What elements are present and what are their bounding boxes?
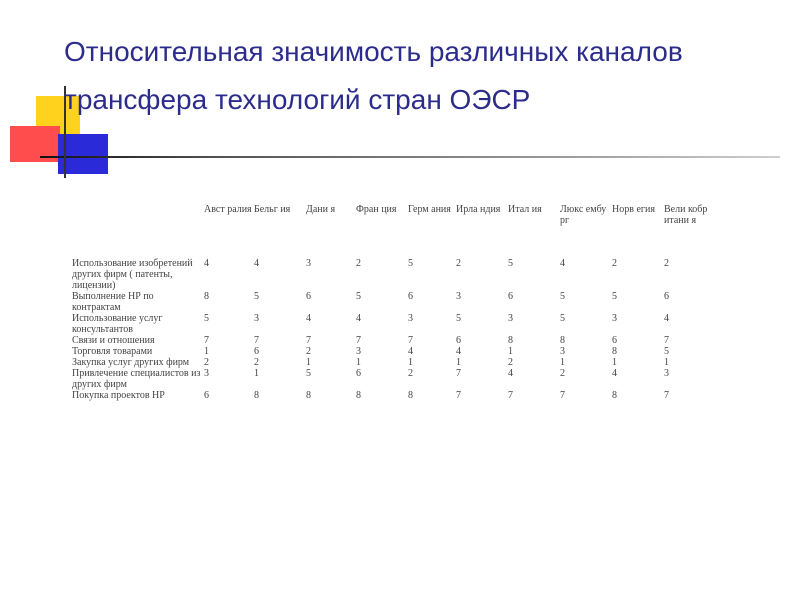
table-cell: 6	[508, 291, 513, 302]
table-cell: 5	[560, 313, 565, 324]
table-cell: 1	[408, 357, 413, 368]
table-cell: 1	[356, 357, 361, 368]
table-header	[72, 204, 714, 258]
row-label: Использование изобретений других фирм ( патенты, лицензии)	[72, 258, 193, 291]
table-row	[72, 335, 714, 346]
table-cell: 8	[408, 390, 413, 401]
table-cell: 7	[456, 390, 461, 401]
table-cell: 6	[356, 368, 361, 379]
row-label: Торговля товарами	[72, 346, 153, 357]
table-cell: 6	[408, 291, 413, 302]
header-corner	[72, 204, 204, 258]
table-cell: 7	[408, 335, 413, 346]
column-header: Вели кобр итани я	[664, 204, 708, 226]
table-cell: 6	[664, 291, 669, 302]
table-cell: 7	[306, 335, 311, 346]
table-cell: 3	[408, 313, 413, 324]
table-cell: 3	[356, 346, 361, 357]
table-cell: 1	[456, 357, 461, 368]
table-cell: 3	[560, 346, 565, 357]
table-cell: 7	[508, 390, 513, 401]
table-cell: 4	[508, 368, 513, 379]
table-cell: 4	[456, 346, 461, 357]
table-cell: 3	[204, 368, 209, 379]
table-cell: 5	[664, 346, 669, 357]
table-cell: 6	[456, 335, 461, 346]
table-cell: 7	[356, 335, 361, 346]
table-row	[72, 368, 714, 390]
table-cell: 5	[306, 368, 311, 379]
table-cell: 3	[508, 313, 513, 324]
table-cell: 6	[204, 390, 209, 401]
table-cell: 2	[408, 368, 413, 379]
table-row	[72, 313, 714, 335]
table-cell: 7	[254, 335, 259, 346]
table-body	[72, 258, 714, 401]
table-cell: 1	[612, 357, 617, 368]
table-cell: 8	[254, 390, 259, 401]
table-cell: 4	[612, 368, 617, 379]
row-label: Привлечение специалистов из других фирм	[72, 368, 201, 390]
table-cell: 2	[508, 357, 513, 368]
row-label: Закупка услуг других фирм	[72, 357, 190, 368]
table-cell: 7	[664, 390, 669, 401]
table-cell: 8	[306, 390, 311, 401]
table-row	[72, 390, 714, 401]
column-header: Ирла ндия	[456, 204, 501, 215]
table-cell: 2	[306, 346, 311, 357]
table-cell: 7	[664, 335, 669, 346]
column-header: Норв егия	[612, 204, 655, 215]
table-cell: 1	[560, 357, 565, 368]
table-cell: 8	[560, 335, 565, 346]
table-cell: 3	[306, 258, 311, 269]
column-header: Дани я	[306, 204, 336, 215]
table-cell: 2	[612, 258, 617, 269]
table-cell: 4	[408, 346, 413, 357]
table-cell: 2	[560, 368, 565, 379]
column-header: Авст ралия	[204, 204, 252, 215]
table-cell: 4	[356, 313, 361, 324]
table-cell: 2	[664, 258, 669, 269]
table-cell: 5	[356, 291, 361, 302]
table-cell: 5	[408, 258, 413, 269]
table-cell: 7	[204, 335, 209, 346]
table-cell: 5	[254, 291, 259, 302]
table-cell: 4	[664, 313, 669, 324]
column-header: Герм ания	[408, 204, 451, 215]
table-cell: 4	[204, 258, 209, 269]
table-cell: 6	[306, 291, 311, 302]
page-title	[64, 28, 784, 124]
row-label: Использование услуг консультантов	[72, 313, 163, 335]
table-cell: 7	[560, 390, 565, 401]
data-table	[72, 204, 714, 401]
table-cell: 5	[456, 313, 461, 324]
table-cell: 6	[254, 346, 259, 357]
column-header: Бельг ия	[254, 204, 291, 215]
table-cell: 1	[508, 346, 513, 357]
table-cell: 8	[612, 346, 617, 357]
column-header: Люкс ембу рг	[560, 204, 607, 226]
table-cell: 4	[306, 313, 311, 324]
table-cell: 2	[254, 357, 259, 368]
table-cell: 5	[612, 291, 617, 302]
title-line-1: Относительная значимость различных каналов	[64, 36, 683, 67]
row-label: Покупка проектов НР	[72, 390, 165, 401]
table-cell: 6	[612, 335, 617, 346]
row-label: Выполнение НР по контрактам	[72, 291, 154, 313]
title-line-2: трансфера технологий стран ОЭСР	[64, 84, 531, 115]
table-cell: 2	[204, 357, 209, 368]
table-cell: 8	[508, 335, 513, 346]
table-cell: 1	[254, 368, 259, 379]
table-cell: 1	[306, 357, 311, 368]
table-row	[72, 291, 714, 313]
table-cell: 5	[204, 313, 209, 324]
table-cell: 4	[254, 258, 259, 269]
table-cell: 8	[612, 390, 617, 401]
table-cell: 3	[612, 313, 617, 324]
table-row	[72, 258, 714, 291]
title-divider	[40, 156, 780, 158]
table-row	[72, 346, 714, 357]
table-cell: 8	[356, 390, 361, 401]
table-cell: 3	[664, 368, 669, 379]
column-header: Фран ция	[356, 204, 397, 215]
table-cell: 7	[456, 368, 461, 379]
table-cell: 1	[204, 346, 209, 357]
table-cell: 3	[456, 291, 461, 302]
table-cell: 2	[456, 258, 461, 269]
table-cell: 1	[664, 357, 669, 368]
table-row	[72, 357, 714, 368]
table-cell: 4	[560, 258, 565, 269]
table-cell: 3	[254, 313, 259, 324]
table-cell: 2	[356, 258, 361, 269]
table-cell: 5	[508, 258, 513, 269]
table-cell: 5	[560, 291, 565, 302]
column-header: Итал ия	[508, 204, 542, 215]
table-cell: 8	[204, 291, 209, 302]
row-label: Связи и отношения	[72, 335, 155, 346]
